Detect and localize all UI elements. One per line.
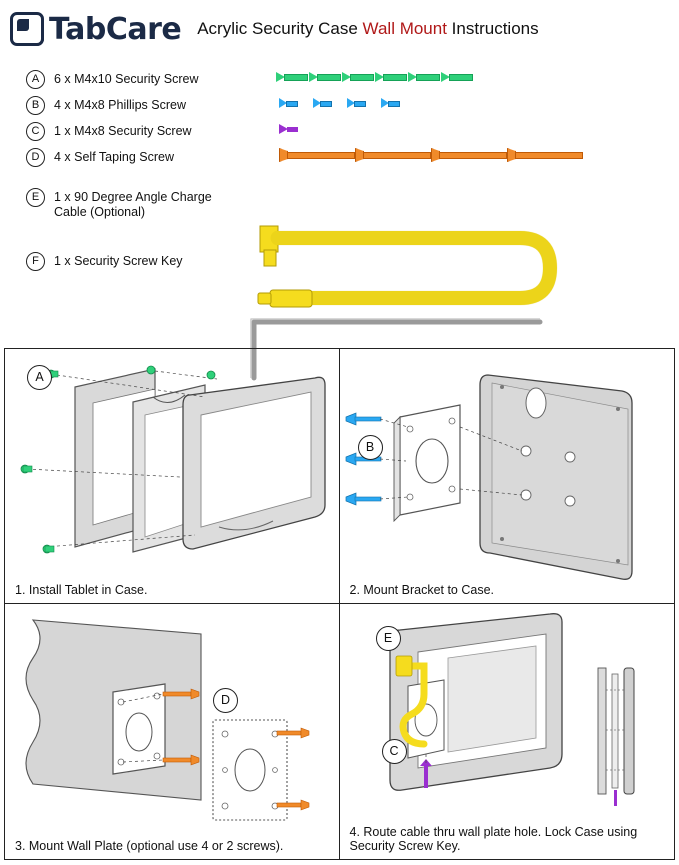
page-title	[197, 19, 538, 39]
step-panel-4	[340, 604, 675, 859]
step-caption-3: 3. Mount Wall Plate (optional use 4 or 2 screws).	[15, 839, 284, 853]
tabcare-logo-icon	[10, 12, 44, 46]
step-panel-3	[5, 604, 340, 859]
step-3-illustration	[5, 608, 340, 838]
part-row-e	[26, 188, 244, 220]
step-panel-2	[340, 349, 675, 604]
part-label-b: 4 x M4x8 Phillips Screw	[54, 98, 186, 112]
charge-cable-icon	[250, 222, 580, 312]
part-label-d: 4 x Self Taping Screw	[54, 150, 174, 164]
part-label-a: 6 x M4x10 Security Screw	[54, 72, 199, 86]
part-bullet-f: F	[26, 252, 45, 271]
step-panel-1	[5, 349, 340, 604]
page-header	[0, 0, 679, 52]
parts-list	[0, 52, 679, 342]
step-badge-4b: C	[382, 739, 407, 764]
part-bullet-e: E	[26, 188, 45, 207]
part-row-a	[26, 70, 199, 89]
part-bullet-a: A	[26, 70, 45, 89]
part-row-c	[26, 122, 192, 141]
step-2-illustration	[340, 357, 670, 582]
title-part-1: Acrylic Security Case	[197, 19, 363, 38]
part-bullet-b: B	[26, 96, 45, 115]
part-label-c: 1 x M4x8 Security Screw	[54, 124, 192, 138]
part-row-b	[26, 96, 186, 115]
brand-logo	[10, 12, 181, 47]
title-accent: Wall Mount	[362, 19, 447, 38]
step-caption-1: 1. Install Tablet in Case.	[15, 583, 148, 597]
step-badge-1: A	[27, 365, 52, 390]
step-badge-4a: E	[376, 626, 401, 651]
part-row-d	[26, 148, 174, 167]
title-part-2: Instructions	[446, 19, 539, 38]
part-label-f: 1 x Security Screw Key	[54, 254, 183, 268]
brand-name: TabCare	[49, 11, 182, 47]
step-caption-2: 2. Mount Bracket to Case.	[349, 583, 495, 597]
part-bullet-c: C	[26, 122, 45, 141]
part-label-e: 1 x 90 Degree Angle Charge Cable (Optional)	[54, 190, 212, 219]
step-badge-2: B	[358, 435, 383, 460]
steps-grid	[4, 348, 675, 860]
step-badge-3: D	[213, 688, 238, 713]
step-1-illustration	[5, 357, 340, 582]
step-caption-4: 4. Route cable thru wall plate hole. Lock Case using Security Screw Key.	[349, 825, 638, 853]
part-row-f	[26, 252, 183, 271]
part-bullet-d: D	[26, 148, 45, 167]
